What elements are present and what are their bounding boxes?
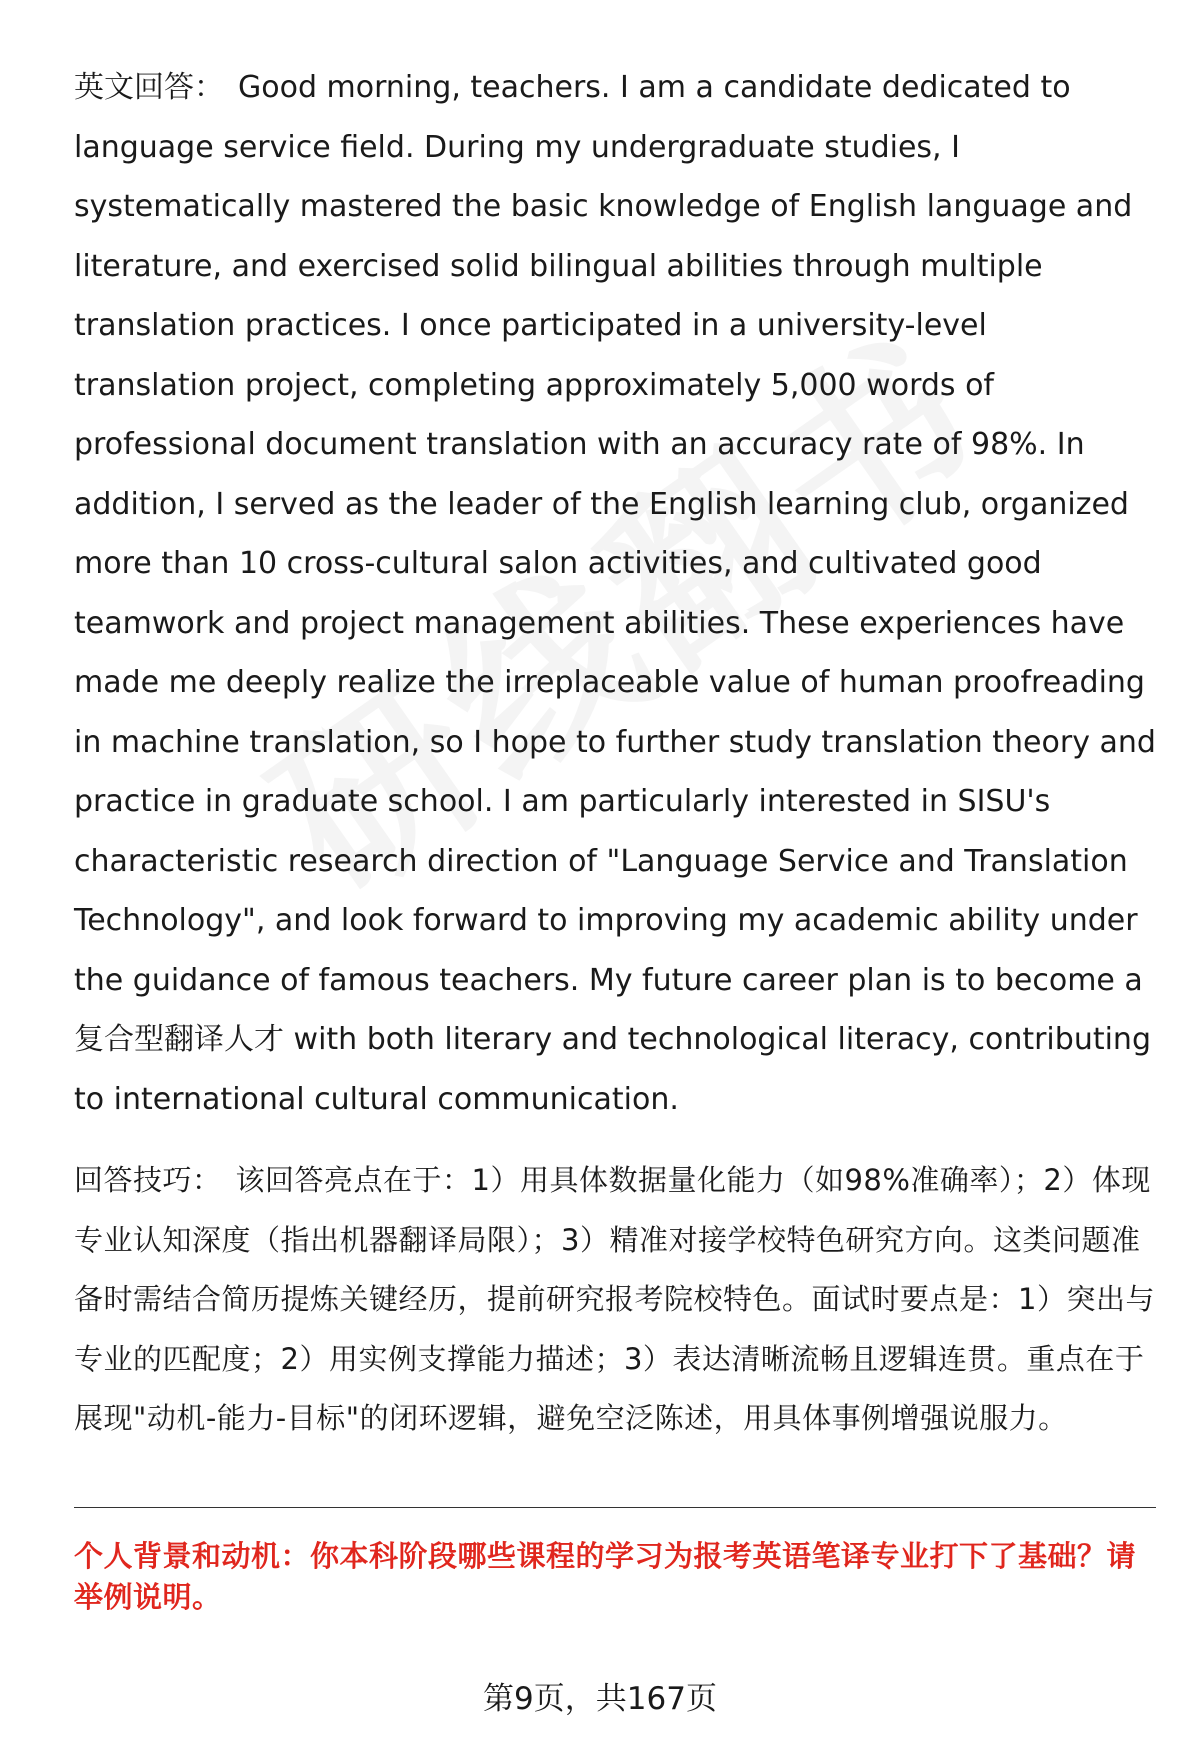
next-question-heading: 个人背景和动机：你本科阶段哪些课程的学习为报考英语笔译专业打下了基础？请举例说明。 [74, 1539, 1137, 1614]
page-footer [0, 1673, 1200, 1718]
answer-tips-label: 回答技巧： [74, 1163, 222, 1197]
english-answer-label: 英文回答： [74, 70, 224, 105]
page-number-label: 第9页，共167页 [483, 1681, 717, 1717]
english-answer-paragraph [74, 58, 1156, 1129]
page-content [74, 58, 1156, 1449]
section-divider [74, 1507, 1156, 1508]
answer-tips-paragraph [74, 1151, 1156, 1449]
answer-tips-text: 该回答亮点在于：1）用具体数据量化能力（如98%准确率）；2）体现专业认知深度（指出机器翻译局限）；3）精准对接学校特色研究方向。这类问题准备时需结合简历提炼关键经历，提前研究报考院校特色。面试时要点是：1）突出与专业的匹配度；2）用实例支撑能力描述；3）表达清晰流畅且逻辑连贯。重点在于展现"动机-能力-目标"的闭环逻辑，避免空泛陈述，用具体事例增强说服力。 [74, 1163, 1155, 1435]
english-answer-text: Good morning, teachers. I am a candidate dedicated to language service field. During my undergraduate studies, I systematically mastered the basic knowledge of English language and literature, and exercised solid bilingual abilities through multiple translation practices. I once participated in a university-level translation project, completing approximately 5,000 words of professional document translation with an accuracy rate of 98%. In addition, I served as the leader of the English learning club, organized more than 10 cross-cultural salon activities, and cultivated good teamwork and project management abilities. These experiences have made me deeply realize the irreplaceable value of human proofreading in machine translation, so I hope to further study translation theory and practice in graduate school. I am particularly interested in SISU's characteristic research direction of "Language Service and Translation Technology", and look forward to improving my academic ability under the guidance of famous teachers. My future career plan is to become a复合型翻译人才 with both literary and technological literacy, contributing to international cultural communication. [74, 70, 1156, 1117]
